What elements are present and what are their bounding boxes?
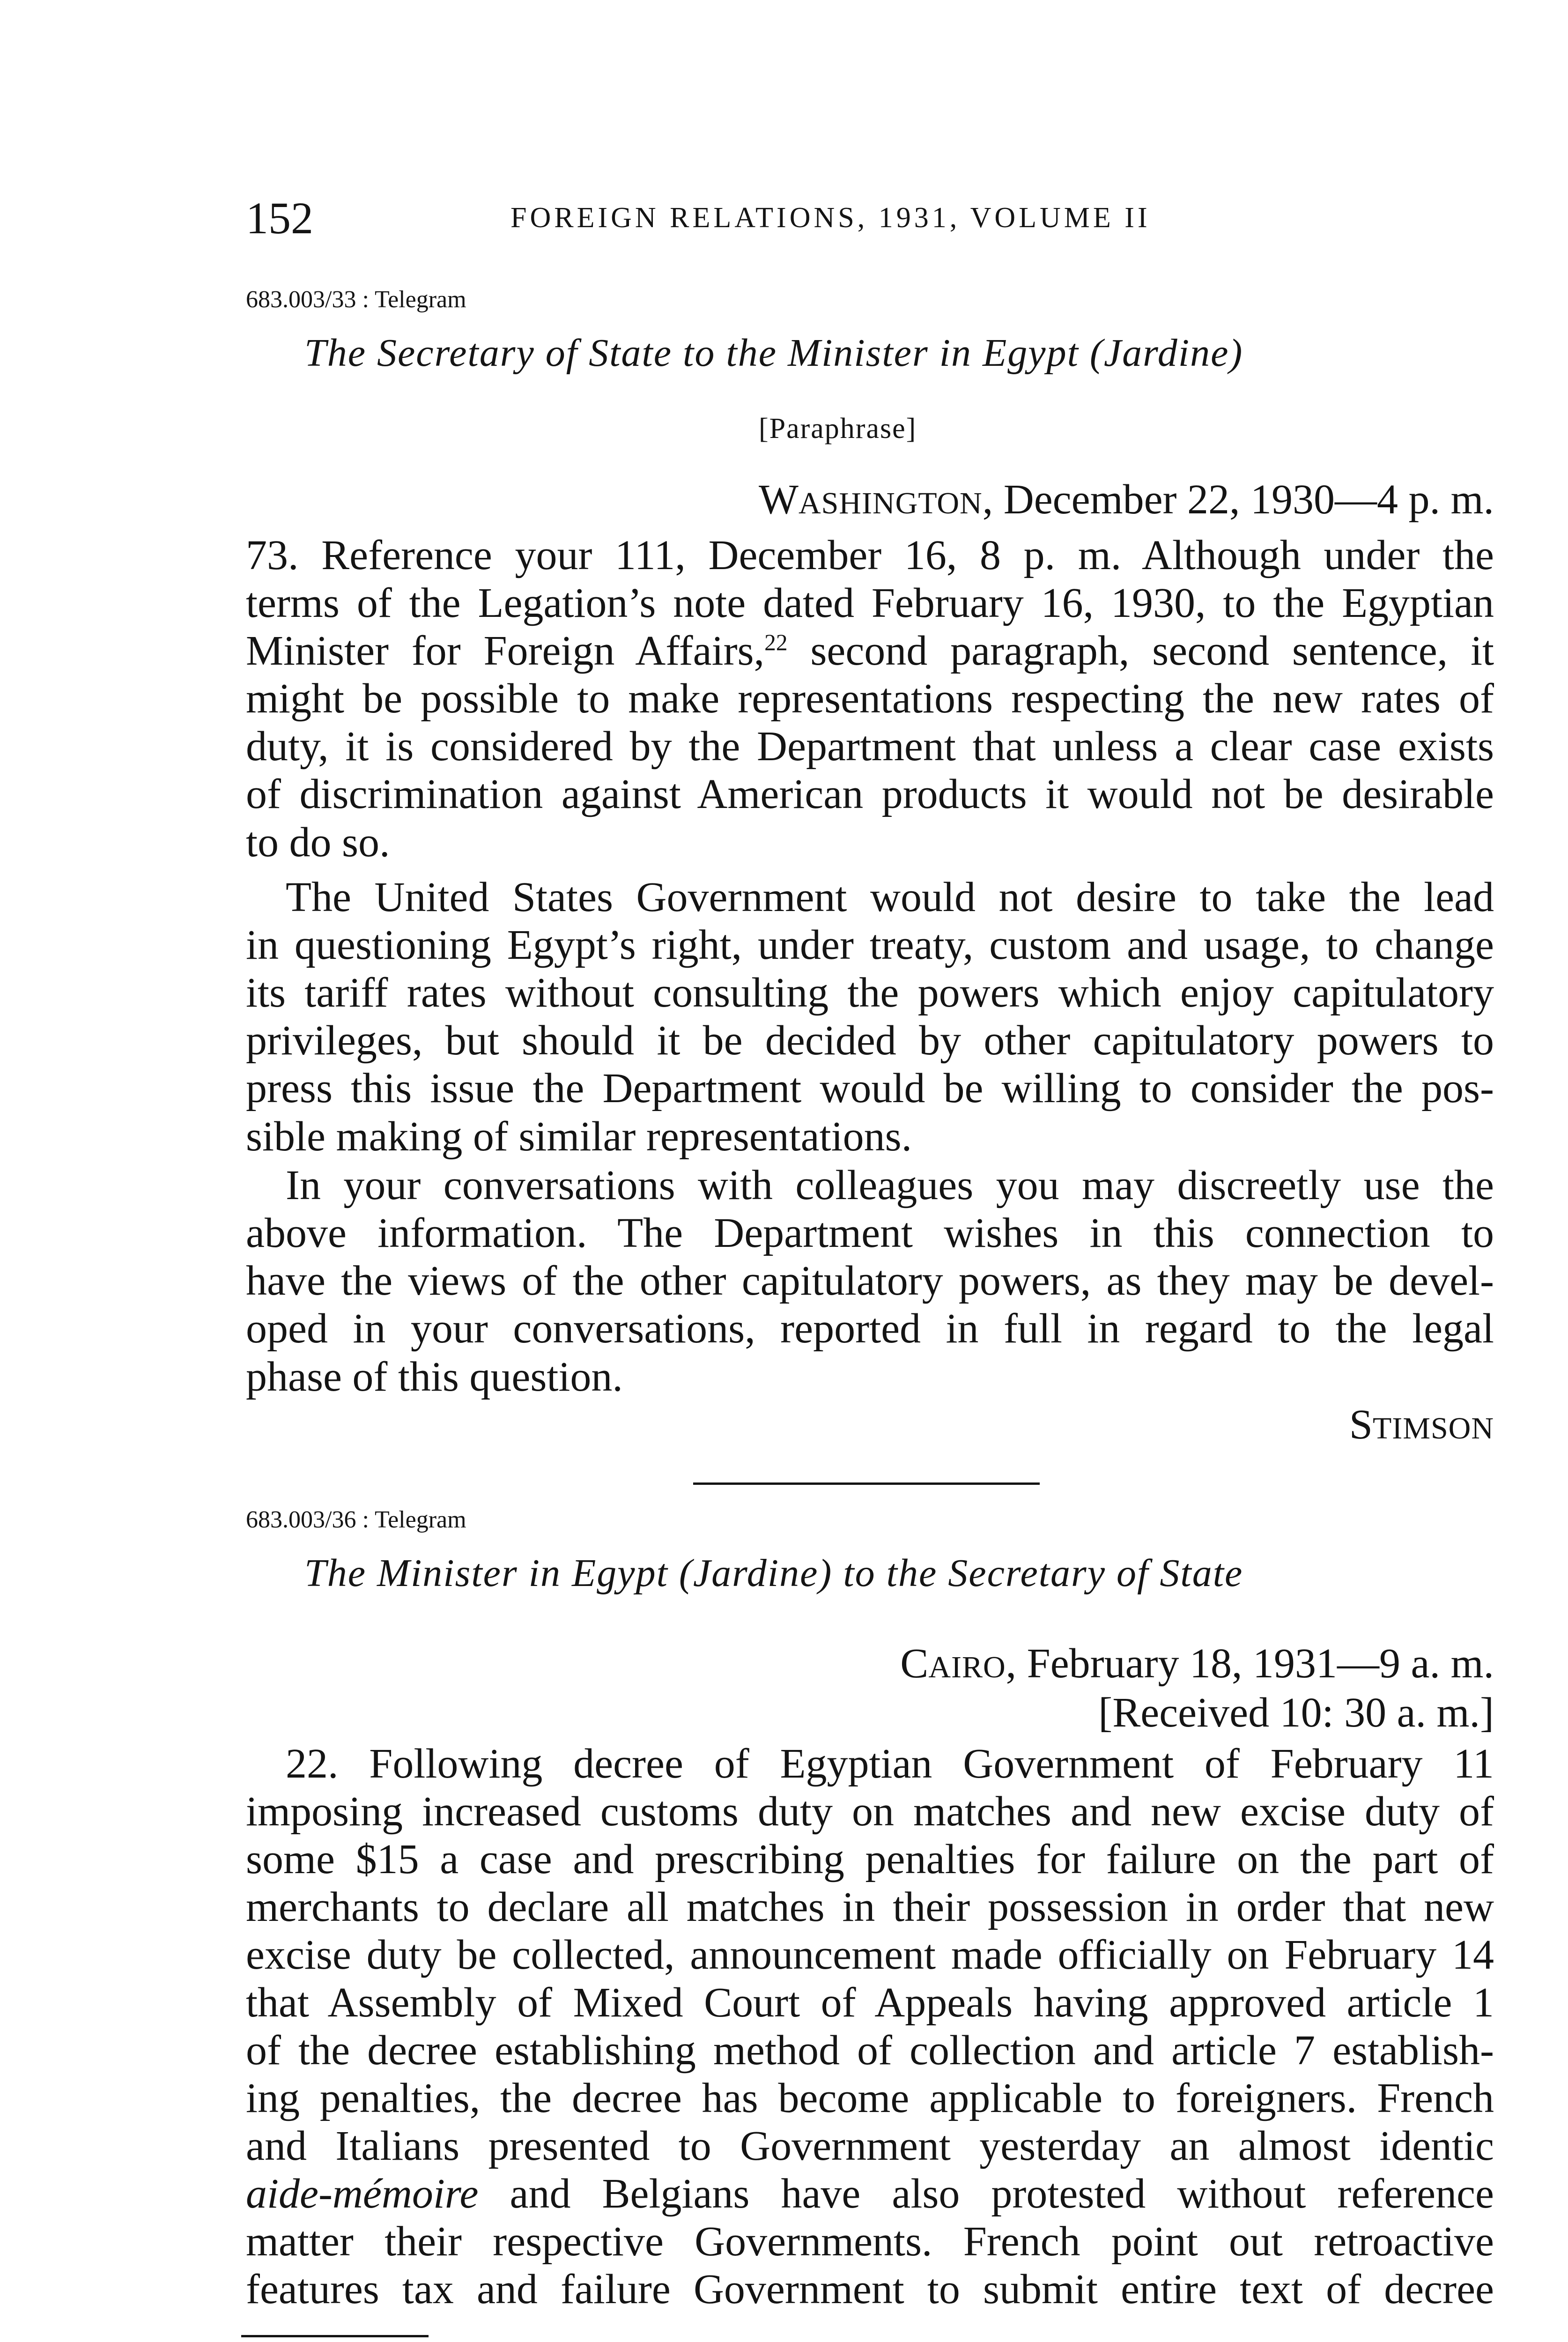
text-line: excise duty be collected, announcement made officially on February 14: [246, 1932, 1494, 1978]
text-line: above information. The Department wishes in this connection to: [246, 1210, 1494, 1256]
document-heading: The Secretary of State to the Minister in Egypt (Jardine): [304, 331, 1243, 375]
footnote-rule: [241, 2335, 429, 2337]
text-line: in questioning Egypt’s right, under treaty, custom and usage, to change: [246, 922, 1494, 968]
signature-rest: TIMSON: [1372, 1411, 1494, 1445]
dateline-place-rest: ASHINGTON: [798, 486, 983, 520]
text-line: privileges, but should it be decided by other capitulatory powers to: [246, 1017, 1494, 1064]
text-line: phase of this question.: [246, 1354, 623, 1400]
text-line: to do so.: [246, 819, 390, 866]
document-heading: The Minister in Egypt (Jardine) to the Secretary of State: [304, 1551, 1243, 1595]
text-line: sible making of similar representations.: [246, 1113, 912, 1160]
text-line: of the decree establishing method of collection and article 7 establish-: [246, 2027, 1494, 2074]
text-line: some $15 a case and prescribing penalties for failure on the part of: [246, 1836, 1494, 1882]
text-line: oped in your conversations, reported in full in regard to the legal: [246, 1305, 1494, 1352]
text-line: duty, it is considered by the Department that unless a clear case exists: [246, 723, 1494, 770]
received-note: [Received 10: 30 a. m.]: [1098, 1690, 1494, 1736]
text-line: ing penalties, the decree has become applicable to foreigners. French: [246, 2075, 1494, 2121]
document-reference: 683.003/36 : Telegram: [246, 1506, 466, 1533]
text-line: The United States Government would not desire to take the lead: [286, 874, 1494, 920]
text-line: features tax and failure Government to submit entire text of decree: [246, 2266, 1494, 2312]
dateline: [246, 475, 1494, 524]
dateline: [246, 1639, 1494, 1688]
footnote-marker: 22: [764, 630, 788, 655]
text-line: press this issue the Department would be willing to consider the pos-: [246, 1065, 1494, 1112]
text-line: terms of the Legation’s note dated February 16, 1930, to the Egyptian: [246, 580, 1494, 626]
text-line: 22. Following decree of Egyptian Government of February 11: [286, 1741, 1494, 1787]
dateline-place-initial: W: [758, 476, 799, 523]
text-segment: Minister for Foreign Affairs,: [246, 628, 765, 674]
text-line: 73. Reference your 111, December 16, 8 p. m. Although under the: [246, 532, 1494, 578]
dateline-date: , December 22, 1930—4 p. m.: [982, 476, 1494, 523]
text-line: [246, 627, 1494, 675]
running-title: FOREIGN RELATIONS, 1931, VOLUME II: [510, 202, 1151, 234]
section-divider: [693, 1482, 1040, 1485]
text-line: might be possible to make representations respecting the new rates of: [246, 675, 1494, 722]
signature-initial: S: [1349, 1401, 1373, 1448]
dateline-place-rest: AIRO: [928, 1650, 1006, 1684]
document-reference: 683.003/33 : Telegram: [246, 286, 466, 313]
text-line: In your conversations with colleagues you may discreetly use the: [286, 1162, 1494, 1208]
italic-term: aide-mémoire: [246, 2171, 479, 2217]
dateline-date: , February 18, 1931—9 a. m.: [1006, 1640, 1494, 1687]
text-line: have the views of the other capitulatory powers, as they may be devel-: [246, 1258, 1494, 1304]
dateline-place-initial: C: [900, 1640, 929, 1687]
text-line: imposing increased customs duty on matches and new excise duty of: [246, 1788, 1494, 1835]
text-segment: second paragraph, second sentence, it: [810, 628, 1494, 674]
text-line: matter their respective Governments. French point out retroactive: [246, 2218, 1494, 2265]
text-line: of discrimination against American products it would not be desirable: [246, 771, 1494, 817]
text-line: and Italians presented to Government yesterday an almost identic: [246, 2123, 1494, 2169]
text-line: [246, 2170, 1494, 2218]
paraphrase-note: [Paraphrase]: [759, 413, 917, 445]
text-line: its tariff rates without consulting the powers which enjoy capitulatory: [246, 970, 1494, 1016]
signature: [246, 1401, 1494, 1449]
text-line: merchants to declare all matches in their possession in order that new: [246, 1884, 1494, 1930]
text-segment: and Belgians have also protested without reference: [478, 2171, 1494, 2217]
page-number: 152: [246, 193, 313, 243]
text-line: that Assembly of Mixed Court of Appeals having approved article 1: [246, 1979, 1494, 2026]
